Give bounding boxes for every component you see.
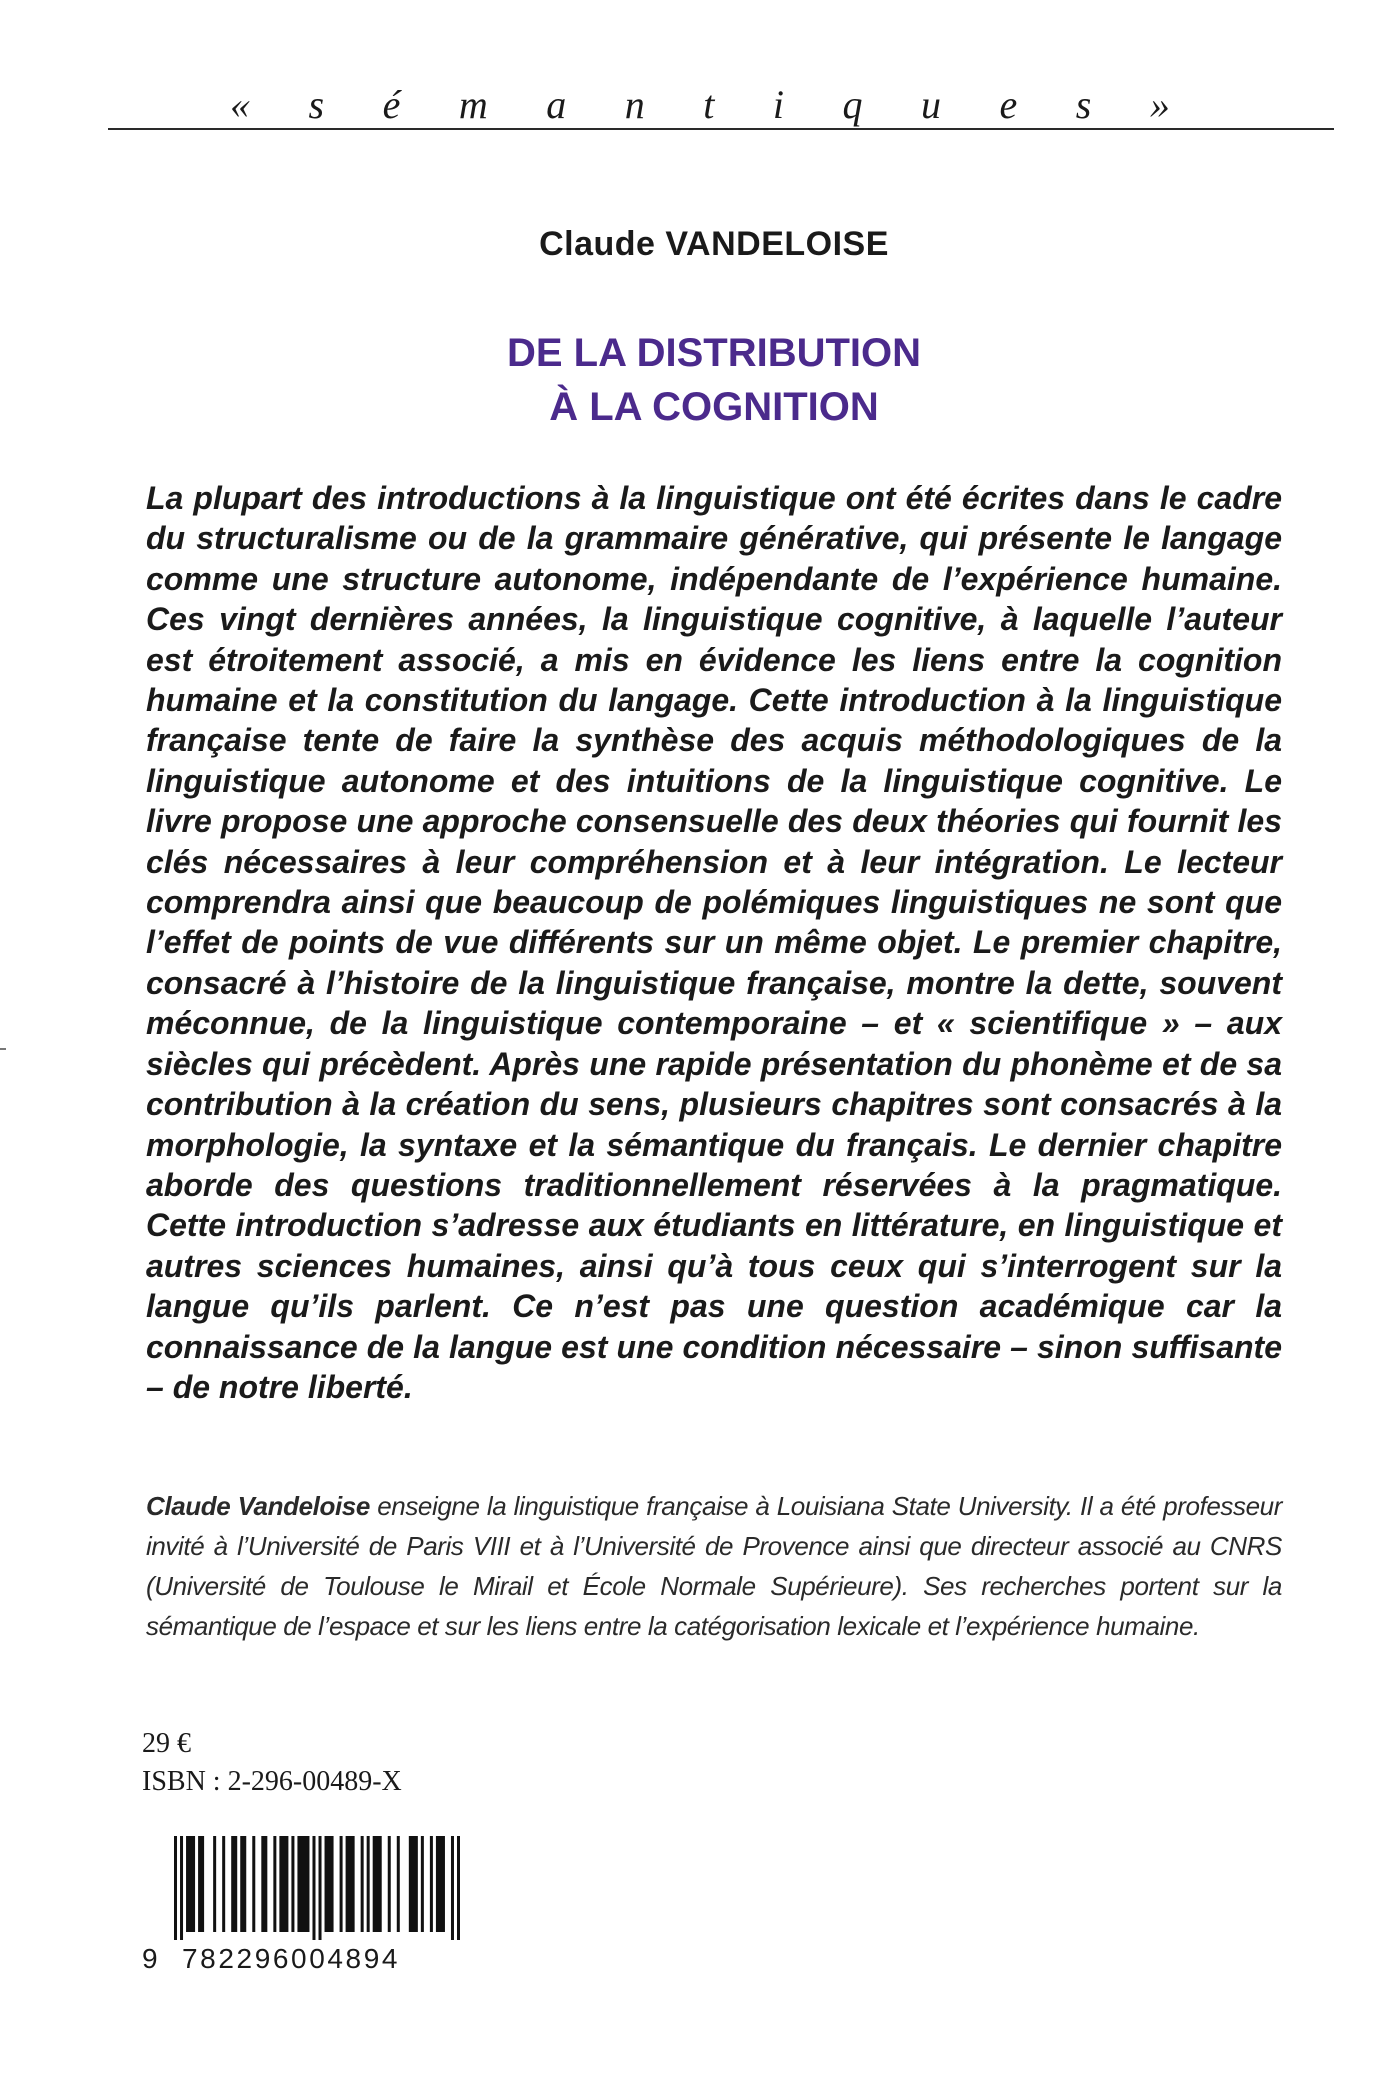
author-bio [146, 1486, 1282, 1646]
author-bio-text: enseigne la linguistique française à Louisiana State University. Il a été professeur invité à l’Université de Paris VIII et à l’Université de Provence ainsi que directeur associé au CNRS (Université de Toulouse le Mirail et École Normale Supérieure). Ses recherches portent sur la sémantique de l’espace et sur les liens entre la catégorisation lexicale et l’expérience humaine. [146, 1491, 1282, 1641]
barcode-bar [397, 1836, 400, 1932]
barcode-bar [231, 1836, 237, 1932]
barcode-bar [273, 1836, 276, 1932]
barcode-bar [451, 1836, 454, 1940]
barcode-bar [457, 1836, 460, 1940]
isbn: ISBN : 2-296-00489-X [142, 1766, 402, 1797]
barcode-bar [279, 1836, 288, 1932]
book-title-line-1: DE LA DISTRIBUTION [506, 331, 922, 375]
series-glyph: q [842, 82, 863, 127]
barcode-digits: 782296004894 [182, 1943, 401, 1974]
series-glyph: n [624, 82, 645, 127]
barcode-bar [213, 1836, 216, 1932]
series-glyph: » [1149, 82, 1170, 127]
barcode-bar [373, 1836, 382, 1932]
barcode-bar [180, 1836, 183, 1940]
barcode-bar [291, 1836, 294, 1932]
barcode-bar [421, 1836, 424, 1932]
series-glyph: é [382, 82, 401, 127]
book-title-line-2: À LA COGNITION [549, 385, 879, 429]
barcode-bar [319, 1836, 322, 1940]
series-glyph: « [230, 82, 250, 127]
series-glyph: t [703, 82, 715, 127]
barcode-bar [436, 1836, 445, 1932]
barcode-bar [174, 1836, 177, 1940]
barcode-bar [198, 1836, 204, 1932]
series-name [230, 80, 1170, 130]
barcode-bar [430, 1836, 433, 1932]
barcode-bar [388, 1836, 391, 1932]
series-glyph: u [920, 82, 941, 127]
barcode-lead-digit: 9 [142, 1943, 158, 1974]
barcode-bar [297, 1836, 309, 1932]
barcode-bar [340, 1836, 343, 1932]
series-divider [108, 128, 1334, 130]
author-name: Claude VANDELOISE [539, 225, 889, 263]
barcode-bar [261, 1836, 267, 1932]
series-glyph: a [546, 82, 567, 127]
book-blurb: La plupart des introductions à la linguistique ont été écrites dans le cadre du structuralisme ou de la grammaire générative, qui présente le langage comme une structure autonome, indépendante de l’expérience humaine. Ces vingt dernières années, la linguistique cognitive, à laquelle l’auteur est étroitement associé, a mis en évidence les liens entre la cognition humaine et la constitution du langage. Cette introduction à la linguistique française tente de faire la synthèse des acquis méthodologiques de la linguistique autonome et des intuitions de la linguistique cognitive. Le livre propose une approche consensuelle des deux théories qui fournit les clés nécessaires à leur compréhension et à leur intégration. Le lecteur comprendra ainsi que beaucoup de polémiques linguistiques ne sont que l’effet de points de vue différents sur un même objet. Le premier chapitre, consacré à l’histoire de la linguistique française, montre la dette, souvent méconnue, de la linguistique contemporaine – et « scientifique » – aux siècles qui précèdent. Après une rapide présentation du phonème et de sa contribution à la création du sens, plusieurs chapitres sont consacrés à la morphologie, la syntaxe et la sémantique du français. Le dernier chapitre aborde des questions traditionnellement réservées à la pragmatique. Cette introduction s’adresse aux étudiants en littérature, en linguistique et autres sciences humaines, ainsi qu’à tous ceux qui s’interrogent sur la langue qu’ils parlent. Ce n’est pas une question académique car la connaissance de la langue est une condition nécessaire – sinon suffisante – de notre liberté. [146, 480, 1282, 1405]
series-glyph: s [1075, 82, 1092, 127]
series-glyph: s [308, 82, 325, 127]
barcode-bar [186, 1836, 195, 1932]
book-title [0, 326, 1400, 434]
barcode-bar [409, 1836, 418, 1932]
barcode-bar [252, 1836, 255, 1932]
series-glyph: e [999, 82, 1018, 127]
barcode-bar [361, 1836, 364, 1932]
barcode-bar [312, 1836, 315, 1940]
barcode-bar [240, 1836, 246, 1932]
series-glyph: m [458, 82, 488, 127]
barcode-bar [346, 1836, 355, 1932]
barcode [174, 1836, 460, 1940]
barcode-bar [325, 1836, 334, 1932]
author-bio-name: Claude Vandeloise [146, 1491, 370, 1521]
edge-mark [0, 1048, 6, 1050]
barcode-numbers [142, 1940, 462, 1980]
barcode-bar [367, 1836, 370, 1932]
barcode-bar [222, 1836, 225, 1932]
series-glyph: i [772, 82, 784, 127]
price: 29 € [142, 1728, 191, 1759]
